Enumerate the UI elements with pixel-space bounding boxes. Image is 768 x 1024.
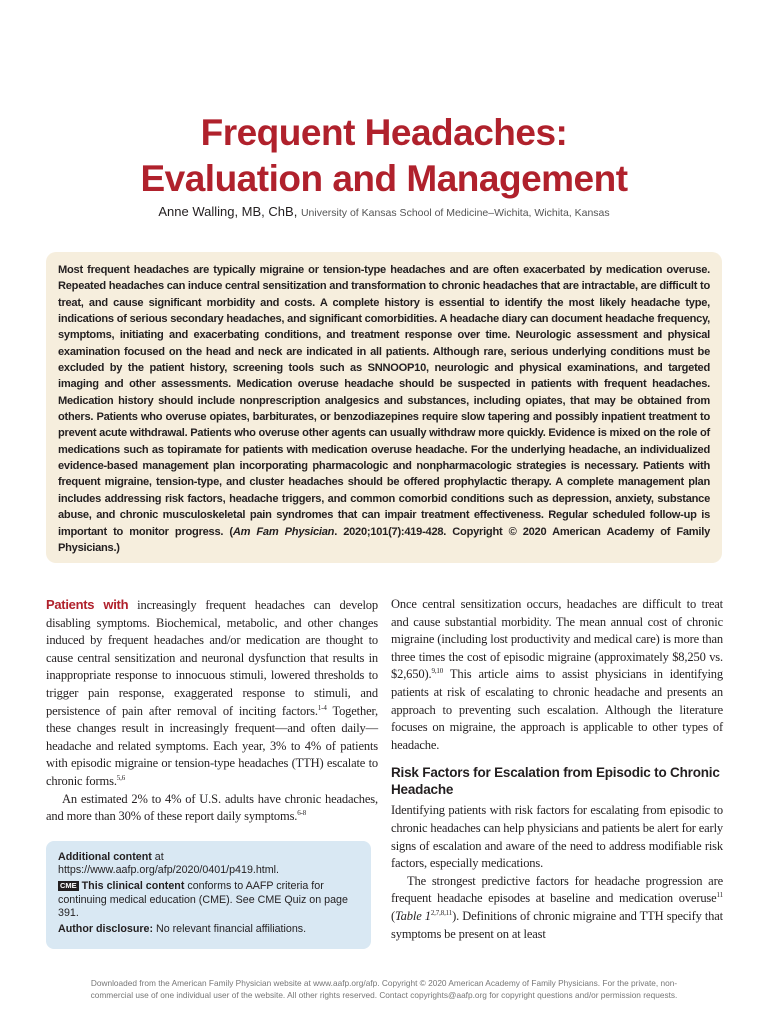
- left-p1-text-b: Together, these changes result in increasingly frequent—and often daily—headache and related symptoms. Each year, 3% to 4% of patients with episodic migraine or tension-type headaches (TTH) escalate to chronic forms.: [46, 703, 378, 788]
- right-paragraph-3: [391, 873, 723, 943]
- cme-badge-icon: CME: [60, 881, 77, 891]
- right-paragraph-2: [391, 802, 723, 872]
- disclosure-text: No relevant financial affiliations.: [153, 923, 307, 936]
- abstract-text: Most frequent headaches are typically migraine or tension-type headaches and are often exacerbated by medication overuse. Repeated headaches can induce central sensitization and transformation to chronic headaches that are intractable, are difficult to treat, and cause significant morbidity and costs. A complete history is essential to identify the most likely headache type, indications of serious secondary headaches, and significant comorbidities. A headache diary can document headache frequency, symptoms, initiating and exacerbating conditions, and treatment response over time. Neurologic assessment and physical examination focused on the head and neck are indicated in all patients. Although rare, serious underlying conditions must be excluded by the patient history, screening tools such as SNNOOP10, neurologic and physical examinations, and targeted imaging and other assessments. Medication overuse headache should be suspected in patients with frequent headaches. Medication history should include nonprescription analgesics and substances, including opiates, that may be obtained from others. Patients who overuse opiates, barbiturates, or benzodiazepines require slow tapering and possibly inpatient treatment to prevent acute withdrawal. Patients who overuse other agents can usually withdraw more quickly. Evidence is mixed on the role of medications such as topiramate for patients with medication overuse headache. For the underlying headache, an individualized evidence-based management plan incorporating pharmacologic and nonpharmacologic strategies is necessary. Patients with frequent migraine, tension-type, and cluster headaches should be offered prophylactic therapy. A complete management plan includes addressing risk factors, headache triggers, and common comorbid conditions such as depression, anxiety, substance abuse, and chronic musculoskeletal pain syndromes that can impair treatment effectiveness. Regular scheduled follow-up is important to monitor progress.: [58, 264, 710, 538]
- info-sidebar: [46, 841, 371, 949]
- table-paren-open: (: [391, 908, 396, 923]
- right-p2-text: Identifying patients with risk factors for escalating from episodic to chronic headaches can help physicians and patients be alert for early signs of escalation and aware of the need to address modifiable risk factors, especially medications.: [391, 803, 723, 871]
- left-paragraph-1: [46, 596, 378, 791]
- footer-line-2: commercial use of one individual user of the website. All other rights reserved. Contact copyrights@aafp.org for copyright questions and/or permission requests.: [90, 989, 678, 1000]
- title-line-2: Evaluation and Management: [140, 158, 628, 199]
- footer-line-1: Downloaded from the American Family Physician website at www.aafp.org/afp. Copyright © 2020 American Academy of Family Physicians. For the private, non-: [90, 978, 678, 988]
- reference-superscript: 9,10: [431, 667, 444, 676]
- right-p1-text-a: Once central sensitization occurs, headaches are difficult to treat and cause substantial morbidity. The mean annual cost of chronic migraine (including lost productivity and medical care) is more than three times the cost of episodic migraine (approximately $8,250 vs. $2,650).: [391, 597, 723, 682]
- author-affiliation: University of Kansas School of Medicine–Wichita, Wichita, Kansas: [300, 207, 610, 219]
- abstract-journal: Am Fam Physician: [232, 525, 335, 538]
- additional-content-link[interactable]: at https://www.aafp.org/afp/2020/0401/p419.html.: [58, 851, 280, 877]
- right-p3-text-b: . Definitions of chronic migraine and TTH specify that symptoms be present on at least: [391, 908, 723, 941]
- right-column: [391, 596, 723, 943]
- right-p1-text-b: This article aims to assist physicians in identifying patients at risk of escalating to chronic headache and presents an approach to preventing such escalation. Although the literature focuses on migraine, the approach is applicable to other types of headache.: [391, 667, 723, 752]
- cme-label: This clinical content: [78, 880, 185, 893]
- additional-content-label: Additional content: [58, 851, 152, 863]
- reference-superscript: 1-4: [317, 703, 327, 712]
- disclosure-label: Author disclosure:: [58, 923, 154, 936]
- byline: [0, 204, 768, 219]
- left-p2-text: An estimated 2% to 4% of U.S. adults have chronic headaches, and more than 30% of these report daily symptoms.: [46, 791, 378, 824]
- disclosure-note: [58, 923, 359, 936]
- cme-note: [58, 880, 359, 920]
- left-p1-text-a: increasingly frequent headaches can develop disabling symptoms. Biochemical, metabolic, and other changes induced by frequent headaches and/or medication are thought to cause central sensitization and neuronal dysfunction that results in inappropriate response to innocuous stimuli, lowered thresholds to trigger pain response, exaggerated response to stimuli, and persistence of pain after removal of inciting factors.: [46, 598, 379, 718]
- reference-superscript: 11: [716, 891, 723, 900]
- page-footer: [0, 978, 768, 1001]
- left-paragraph-2: [46, 791, 378, 826]
- left-column: [46, 596, 378, 826]
- reference-superscript: 2,7,8,11: [430, 908, 453, 917]
- abstract-citation-open: (: [223, 525, 233, 538]
- author-name: Anne Walling, MB, ChB,: [158, 204, 298, 219]
- abstract-box: [46, 252, 722, 563]
- table-reference-link[interactable]: Table 1: [395, 908, 431, 923]
- lead-in: Patients with: [46, 597, 129, 612]
- article-title: [0, 110, 768, 202]
- title-line-1: Frequent Headaches:: [200, 112, 568, 153]
- table-paren-close: ): [452, 908, 457, 923]
- additional-content-note: [58, 851, 359, 877]
- right-paragraph-1: [391, 596, 723, 754]
- reference-superscript: 5,6: [116, 773, 126, 782]
- cme-text: conforms to AAFP criteria for continuing medical education (CME). See CME Quiz on page 391.: [58, 880, 348, 919]
- section-heading: Risk Factors for Escalation from Episodic to Chronic Headache: [391, 765, 720, 798]
- reference-superscript: 6-8: [297, 809, 307, 818]
- right-p3-text-a: The strongest predictive factors for headache progression are frequent headache episodes at baseline and medication overuse: [391, 873, 723, 906]
- abstract-citation: . 2020;101(7):419-428. Copyright © 2020 American Academy of Family Physicians.): [58, 525, 710, 554]
